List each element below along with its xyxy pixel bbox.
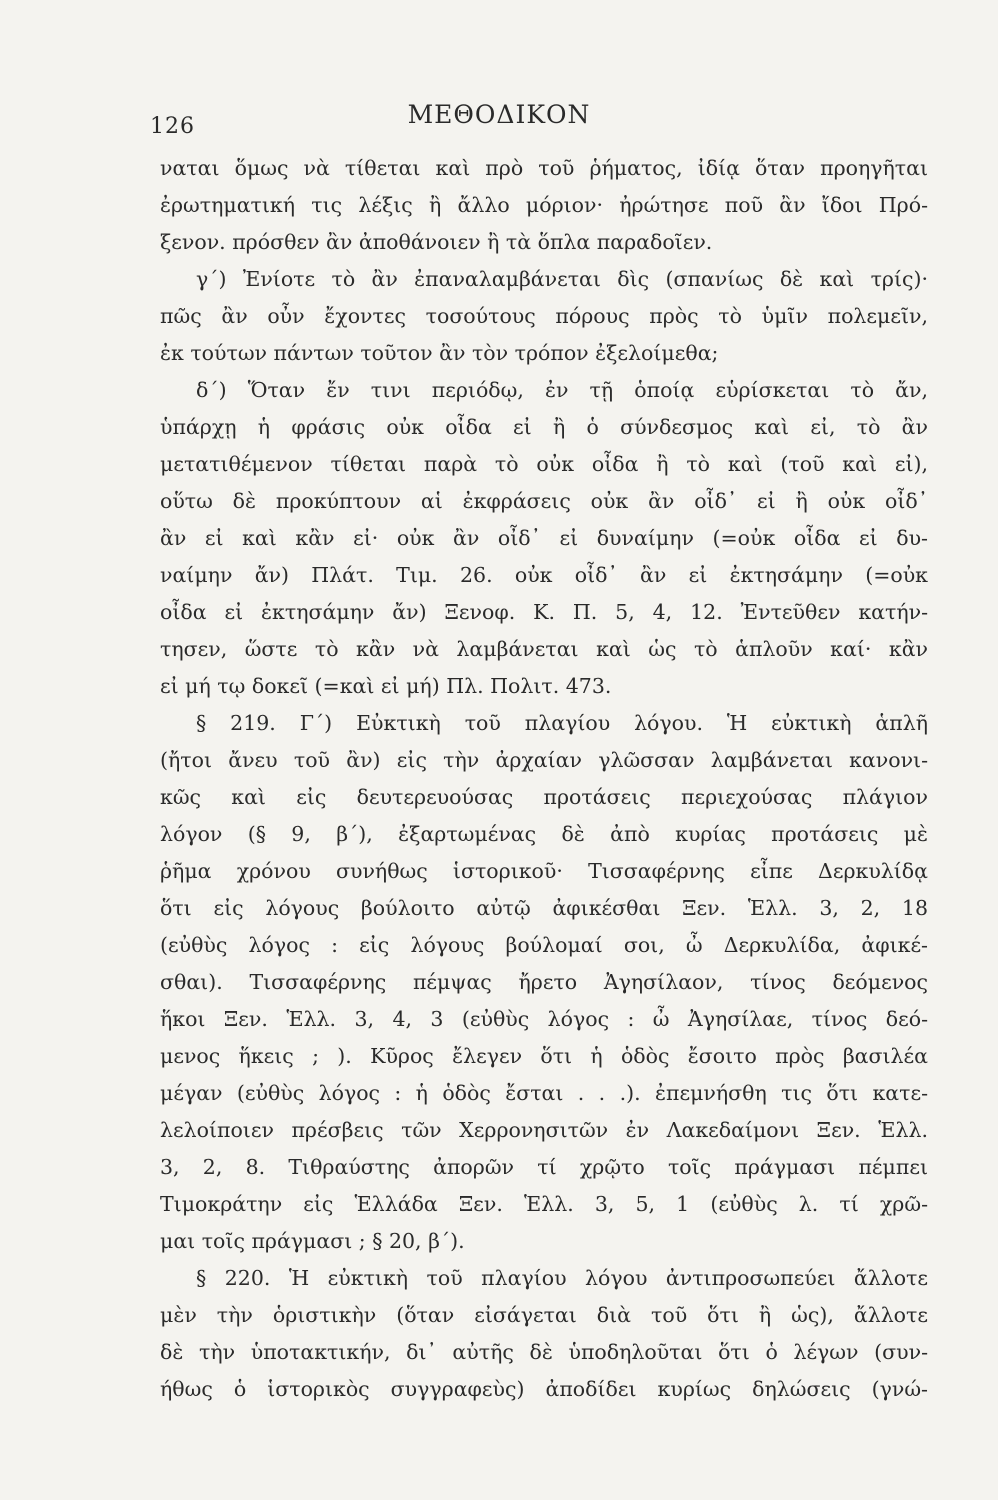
text-line: σθαι). Τισσαφέρνης πέμψας ἤρετο Ἀγησίλαον, τίνος δεόμενος — [160, 970, 928, 994]
text-line: λόγον (§ 9, β΄), ἐξαρτωμένας δὲ ἀπὸ κυρίας προτάσεις μὲ — [160, 822, 928, 846]
text-line: μὲν τὴν ὁριστικὴν (ὅταν εἰσάγεται διὰ τοῦ ὅτι ἢ ὡς), ἄλλοτε — [160, 1303, 928, 1327]
text-line: (ἤτοι ἄνευ τοῦ ἂν) εἰς τὴν ἀρχαίαν γλῶσσαν λαμβάνεται κανονι- — [160, 748, 928, 772]
text-line: ναίμην ἄν) Πλάτ. Τιμ. 26. οὐκ οἶδ᾽ ἂν εἰ ἐκτησάμην (=οὐκ — [160, 563, 928, 587]
text-line: ὑπάρχῃ ἡ φράσις οὐκ οἶδα εἰ ἢ ὁ σύνδεσμος καὶ εἰ, τὸ ἂν — [160, 415, 928, 439]
text-line: ἐρωτηματική τις λέξις ἢ ἄλλο μόριον· ἠρώτησε ποῦ ἂν ἴδοι Πρό- — [160, 193, 928, 217]
text-line: (εὐθὺς λόγος : εἰς λόγους βούλομαί σοι, ὦ Δερκυλίδα, ἀφικέ- — [160, 933, 928, 957]
page-number: 126 — [150, 114, 195, 139]
text-line: ἂν εἰ καὶ κἂν εἰ· οὐκ ἂν οἶδ᾽ εἰ δυναίμην (=οὐκ οἶδα εἰ δυ- — [160, 526, 928, 550]
text-line: τησεν, ὥστε τὸ κἂν νὰ λαμβάνεται καὶ ὡς τὸ ἁπλοῦν καί· κἂν — [160, 637, 928, 661]
text-line: λελοίποιεν πρέσβεις τῶν Χερρονησιτῶν ἐν Λακεδαίμονι Ξεν. Ἑλλ. — [160, 1118, 928, 1142]
text-line: Τιμοκράτην εἰς Ἑλλάδα Ξεν. Ἑλλ. 3, 5, 1 (εὐθὺς λ. τί χρῶ- — [160, 1192, 928, 1216]
text-line: εἰ μή τῳ δοκεῖ (=καὶ εἰ μή) Πλ. Πολιτ. 473. — [160, 674, 612, 698]
text-line: οὕτω δὲ προκύπτουν αἱ ἐκφράσεις οὐκ ἂν οἶδ᾽ εἰ ἢ οὐκ οἶδ᾽ — [160, 489, 928, 513]
text-line: ὅτι εἰς λόγους βούλοιτο αὐτῷ ἀφικέσθαι Ξεν. Ἑλλ. 3, 2, 18 — [160, 896, 928, 920]
text-line: πῶς ἂν οὖν ἔχοντες τοσούτους πόρους πρὸς τὸ ὑμῖν πολεμεῖν, — [160, 304, 928, 328]
text-line: οἶδα εἰ ἐκτησάμην ἄν) Ξενοφ. Κ. Π. 5, 4, 12. Ἐντεῦθεν κατήν- — [160, 600, 928, 624]
text-line: ἐκ τούτων πάντων τοῦτον ἂν τὸν τρόπον ἐξελοίμεθα; — [160, 341, 719, 365]
text-line: μέγαν (εὐθὺς λόγος : ἡ ὁδὸς ἔσται . . .). ἐπεμνήσθη τις ὅτι κατε- — [160, 1081, 928, 1105]
text-line: μενος ἥκεις ; ). Κῦρος ἔλεγεν ὅτι ἡ ὁδὸς ἔσοιτο πρὸς βασιλέα — [160, 1044, 928, 1068]
text-line: γ΄) Ἐνίοτε τὸ ἂν ἐπαναλαμβάνεται δὶς (σπανίως δὲ καὶ τρίς)· — [196, 267, 928, 291]
text-line: μετατιθέμενον τίθεται παρὰ τὸ οὐκ οἶδα ἢ τὸ καὶ (τοῦ καὶ εἰ), — [160, 452, 928, 476]
text-line: 3, 2, 8. Τιθραύστης ἀπορῶν τί χρῷτο τοῖς πράγμασι πέμπει — [160, 1155, 928, 1179]
text-line: μαι τοῖς πράγμασι ; § 20, β΄). — [160, 1229, 465, 1253]
text-line: δ΄) Ὅταν ἔν τινι περιόδῳ, ἐν τῇ ὁποίᾳ εὑρίσκεται τὸ ἄν, — [196, 378, 928, 402]
text-line: δὲ τὴν ὑποτακτικήν, δι᾽ αὐτῆς δὲ ὑποδηλοῦται ὅτι ὁ λέγων (συν- — [160, 1340, 928, 1364]
running-head: ΜΕΘΟΔΙΚΟΝ — [407, 100, 591, 129]
text-line: ἥκοι Ξεν. Ἑλλ. 3, 4, 3 (εὐθὺς λόγος : ὦ Ἀγησίλαε, τίνος δεό- — [160, 1007, 928, 1031]
text-line: ναται ὅμως νὰ τίθεται καὶ πρὸ τοῦ ῥήματος, ἰδίᾳ ὅταν προηγῆται — [160, 156, 928, 180]
text-line: ήθως ὁ ἱστορικὸς συγγραφεὺς) ἀποδίδει κυρίως δηλώσεις (γνώ- — [160, 1377, 928, 1401]
text-line: ῥῆμα χρόνου συνήθως ἱστορικοῦ· Τισσαφέρνης εἶπε Δερκυλίδᾳ — [160, 859, 928, 883]
section-heading-220: § 220. Ἡ εὐκτικὴ τοῦ πλαγίου λόγου ἀντιπροσωπεύει ἄλλοτε — [196, 1266, 928, 1290]
text-line: κῶς καὶ εἰς δευτερευούσας προτάσεις περιεχούσας πλάγιον — [160, 785, 928, 809]
text-line: ξενον. πρόσθεν ἂν ἀποθάνοιεν ἢ τὰ ὅπλα παραδοῖεν. — [160, 230, 713, 254]
section-heading-219: § 219. Γ΄) Εὐκτικὴ τοῦ πλαγίου λόγου. Ἡ εὐκτικὴ ἁπλῆ — [196, 711, 928, 735]
